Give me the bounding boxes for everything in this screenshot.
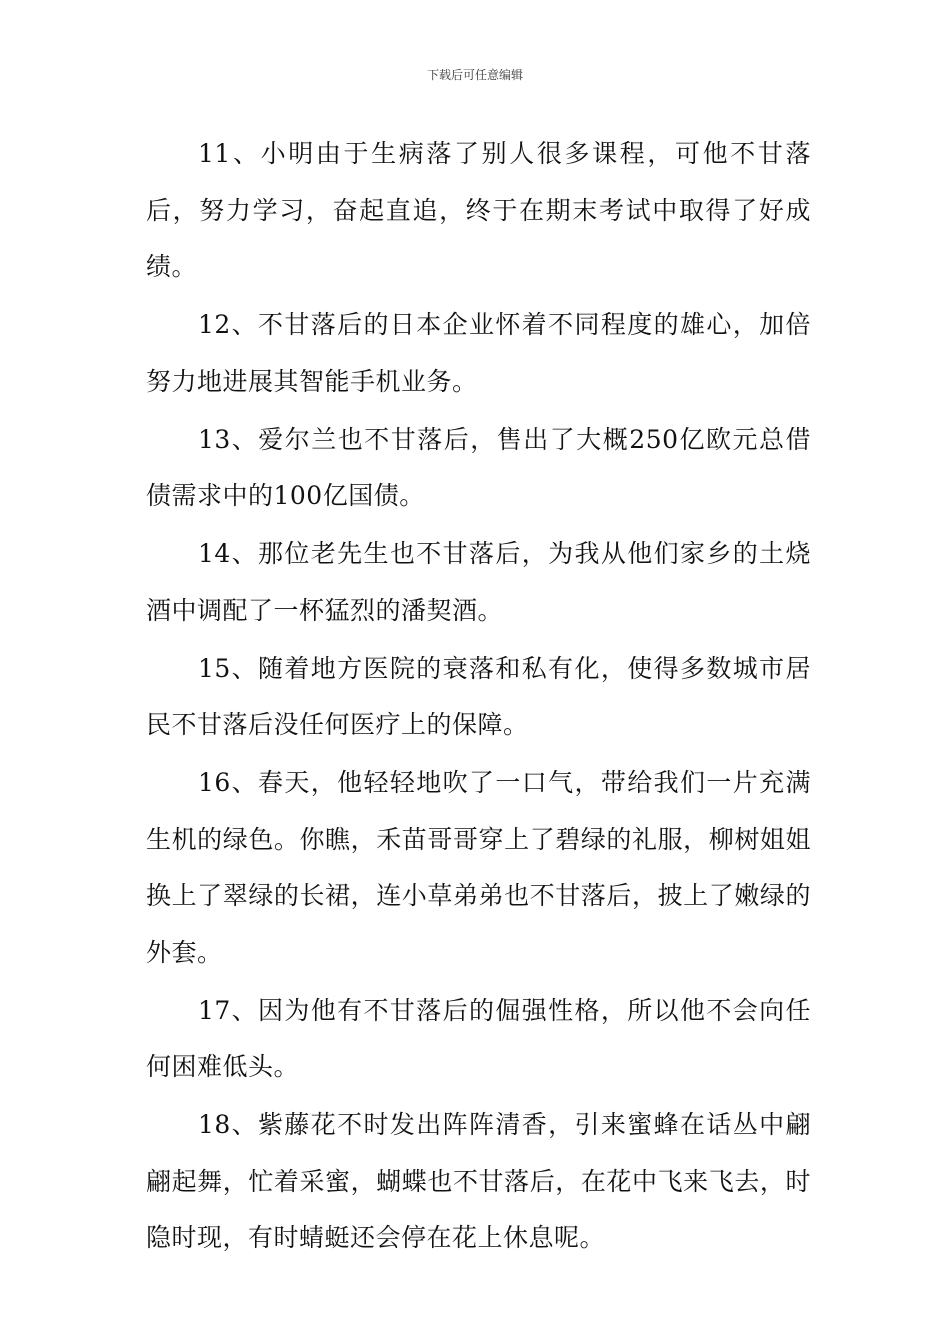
document-body	[146, 126, 811, 1268]
paragraph-14: 14、那位老先生也不甘落后，为我从他们家乡的土烧酒中调配了一杯猛烈的潘契酒。	[146, 539, 811, 625]
paragraph-17: 17、因为他有不甘落后的倔强性格，所以他不会向任何困难低头。	[146, 995, 811, 1081]
paragraph-11: 11、小明由于生病落了别人很多课程，可他不甘落后，努力学习，奋起直追，终于在期末考试中取得了好成绩。	[146, 139, 811, 281]
page-header: 下载后可任意编辑	[426, 68, 523, 82]
paragraph-12: 12、不甘落后的日本企业怀着不同程度的雄心，加倍努力地进展其智能手机业务。	[146, 310, 811, 396]
paragraph-18: 18、紫藤花不时发出阵阵清香，引来蜜蜂在话丛中翩翩起舞，忙着采蜜，蝴蝶也不甘落后，在花中飞来飞去，时隐时现，有时蜻蜓还会停在花上休息呢。	[146, 1110, 811, 1252]
paragraph-15: 15、随着地方医院的衰落和私有化，使得多数城市居民不甘落后没任何医疗上的保障。	[146, 653, 811, 739]
paragraph-16: 16、春天，他轻轻地吹了一口气，带给我们一片充满生机的绿色。你瞧，禾苗哥哥穿上了碧绿的礼服，柳树姐姐换上了翠绿的长裙，连小草弟弟也不甘落后，披上了嫩绿的外套。	[146, 768, 811, 967]
paragraph-13: 13、爱尔兰也不甘落后，售出了大概250亿欧元总借债需求中的100亿国债。	[146, 424, 811, 510]
